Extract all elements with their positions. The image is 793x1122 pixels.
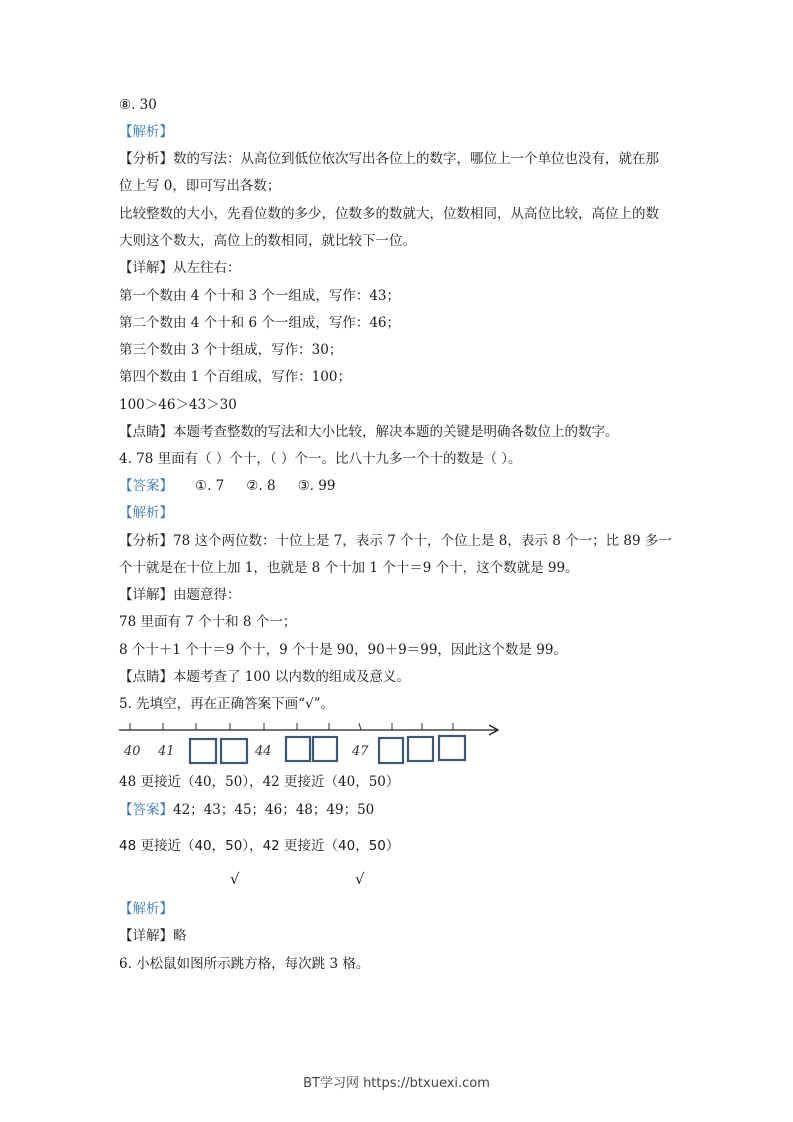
answer-label: 【答案】 bbox=[119, 802, 173, 818]
answer-box bbox=[313, 737, 337, 761]
analysis-heading: 【解析】 bbox=[119, 505, 173, 521]
detail-text: 78 里面有 7 个十和 8 个一； bbox=[119, 614, 297, 630]
comparison-result: 100＞46＞43＞30 bbox=[119, 397, 237, 413]
answer-row-q5 bbox=[119, 801, 374, 819]
analysis-text: 【分析】78 这个两位数：十位上是 7，表示 7 个十，个位上是 8，表示 8 个一；比 89 多一 bbox=[119, 533, 672, 549]
detail-text: 第一个数由 4 个十和 3 个一组成，写作：43； bbox=[119, 288, 401, 304]
analysis-text: 大则这个数大，高位上的数相同，就比较下一位。 bbox=[119, 233, 416, 249]
number-line-label: 44 bbox=[255, 744, 272, 759]
answer-label: 【答案】 bbox=[119, 478, 173, 494]
detail-heading: 【详解】从左往右： bbox=[119, 260, 241, 276]
analysis-text: 比较整数的大小，先看位数的多少，位数多的数就大，位数相同，从高位比较，高位上的数 bbox=[119, 206, 659, 222]
question-5: 5. 先填空，再在正确答案下画“√”。 bbox=[119, 696, 335, 712]
answer-item-8: ⑧. 30 bbox=[119, 97, 157, 113]
detail-text: 8 个十＋1 个十＝9 个十，9 个十是 90，90＋9＝99，因此这个数是 99。 bbox=[119, 642, 567, 658]
analysis-text: 【分析】数的写法：从高位到低位依次写出各位上的数字，哪位上一个单位也没有，就在那 bbox=[119, 151, 659, 167]
analysis-text: 位上写 0，即可写出各数； bbox=[119, 178, 281, 194]
answer-value: ①. 7 bbox=[195, 478, 225, 494]
checkmark-icon: √ bbox=[355, 870, 365, 888]
remark-text: 【点睛】本题考查整数的写法和大小比较，解决本题的关键是明确各数位上的数字。 bbox=[119, 424, 619, 440]
answer-box bbox=[408, 737, 433, 761]
analysis-text: 个十就是在十位上加 1，也就是 8 个十加 1 个十＝9 个十，这个数就是 99。 bbox=[119, 560, 579, 576]
tick bbox=[359, 723, 361, 730]
detail-text: 第二个数由 4 个十和 6 个一组成，写作：46； bbox=[119, 315, 401, 331]
detail-text: 第四个数由 1 个百组成，写作：100； bbox=[119, 369, 351, 385]
analysis-heading: 【解析】 bbox=[119, 124, 173, 140]
answer-box bbox=[379, 738, 403, 763]
question-4: 4. 78 里面有（ ）个十，（ ）个一。比八十九多一个十的数是（ ）。 bbox=[119, 451, 522, 467]
detail-text: 第三个数由 3 个十组成，写作：30； bbox=[119, 342, 343, 358]
analysis-heading: 【解析】 bbox=[119, 901, 173, 917]
question-5-statement: 48 更接近（40，50），42 更接近（40，50） bbox=[119, 774, 400, 790]
answer-value: 42；43；45；46；48；49；50 bbox=[173, 802, 375, 818]
number-line-label: 40 bbox=[124, 744, 141, 759]
answer-value: ③. 99 bbox=[297, 478, 336, 494]
footer-watermark[interactable]: BT学习网 https://btxuexi.com bbox=[303, 1076, 490, 1091]
number-line-label: 41 bbox=[158, 744, 175, 759]
detail-text: 【详解】略 bbox=[119, 928, 187, 944]
answer-box bbox=[286, 737, 310, 761]
answer-box bbox=[439, 736, 465, 760]
detail-heading: 【详解】由题意得： bbox=[119, 587, 241, 603]
question-6: 6. 小松鼠如图所示跳方格，每次跳 3 格。 bbox=[119, 956, 370, 972]
answer-box bbox=[221, 739, 247, 763]
remark-text: 【点睛】本题考查了 100 以内数的组成及意义。 bbox=[119, 669, 410, 685]
number-line-figure bbox=[119, 718, 499, 768]
answer-row-q4 bbox=[119, 477, 335, 495]
checkmark-icon: √ bbox=[230, 870, 240, 888]
answer-closer-line: 48 更接近（40，50），42 更接近（40，50） bbox=[119, 838, 400, 854]
answer-box bbox=[190, 739, 216, 763]
number-line-label: 47 bbox=[352, 744, 369, 759]
answer-value: ②. 8 bbox=[246, 478, 276, 494]
